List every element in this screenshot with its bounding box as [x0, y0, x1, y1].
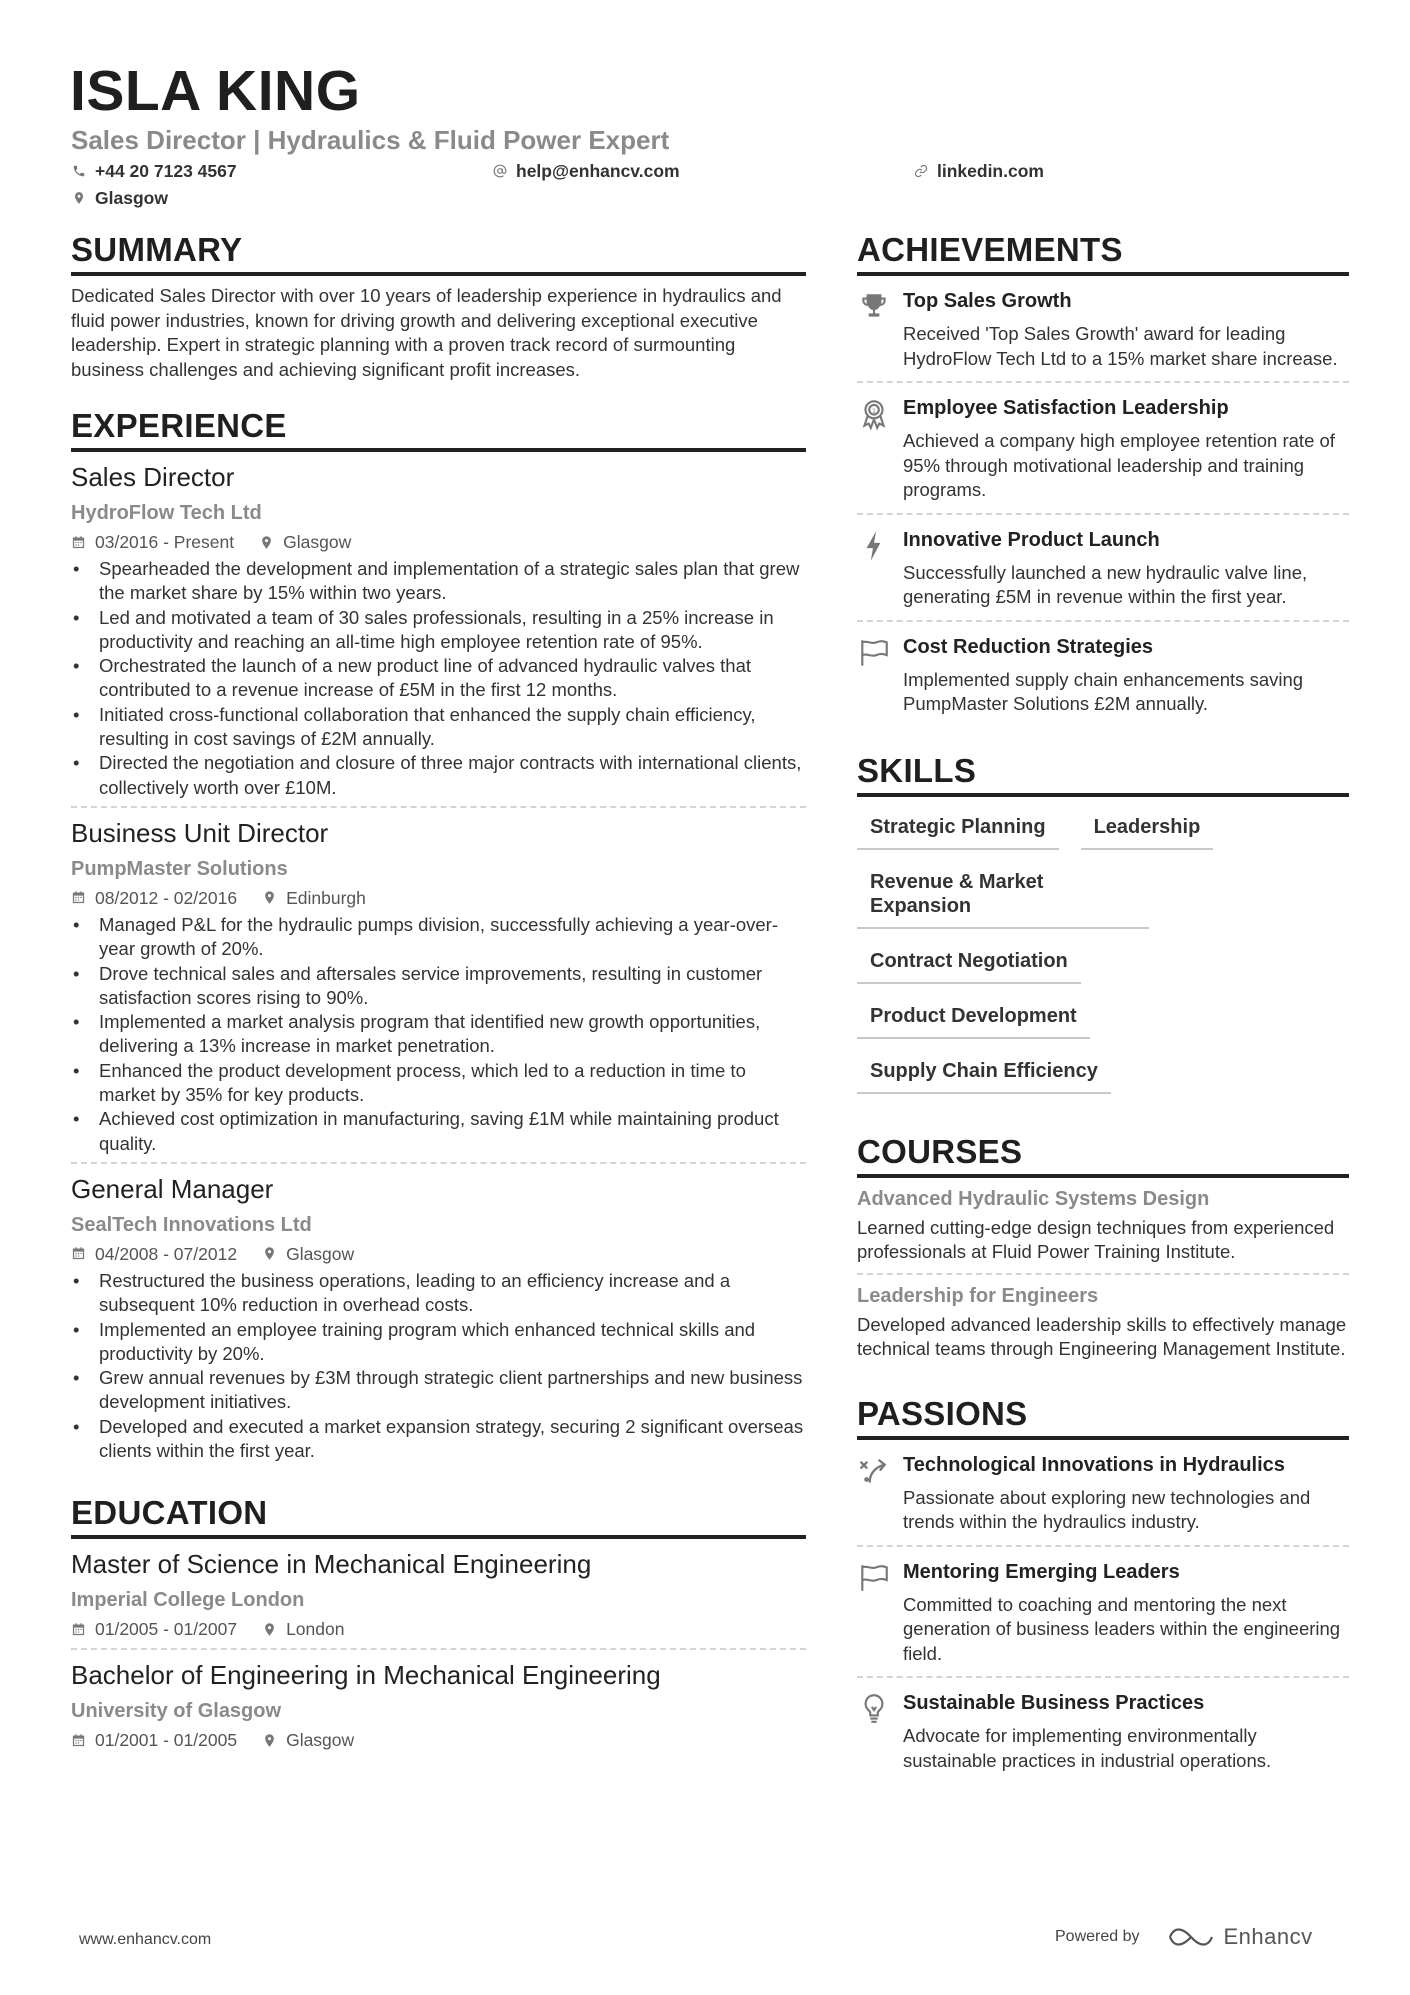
flag-icon	[857, 1561, 891, 1595]
education-item	[71, 1650, 806, 1759]
link-icon	[914, 164, 928, 178]
left-column	[71, 230, 806, 1783]
achievement-body	[903, 288, 1349, 371]
bullet-item: • Directed the negotiation and closure of three major contracts with international clients, collectively worth over £10M.	[71, 751, 806, 800]
education-section	[71, 1493, 806, 1759]
passion-item	[857, 1440, 1349, 1547]
contact-location	[72, 187, 168, 209]
degree-title: Bachelor of Engineering in Mechanical Engineering	[71, 1660, 661, 1691]
education-item	[71, 1539, 806, 1650]
footer-powered	[1055, 1924, 1313, 1950]
achievement-icon-wrap	[857, 288, 903, 371]
phone-text: +44 20 7123 4567	[95, 161, 237, 181]
job-location-text: Edinburgh	[286, 887, 366, 908]
bullet-item: • Spearheaded the development and implementation of a strategic sales plan that grew the market share by 15% within two years.	[71, 557, 806, 606]
job-location-text: Glasgow	[283, 532, 352, 552]
achievement-item	[857, 276, 1349, 383]
job-dates: 03/2016 - Present	[95, 532, 235, 552]
email-text[interactable]: help@enhancv.com	[516, 161, 680, 181]
brand-name: Enhancv	[1223, 1924, 1313, 1949]
achievement-title: Top Sales Growth	[903, 290, 1072, 312]
skill-tag: Leadership	[1081, 809, 1214, 850]
education-meta	[71, 1618, 806, 1640]
skill-tag: Contract Negotiation	[857, 943, 1081, 984]
courses-section	[857, 1132, 1349, 1370]
skills-section	[857, 751, 1349, 1108]
job-title: General Manager	[71, 1173, 274, 1204]
skill-tag: Strategic Planning	[857, 809, 1059, 850]
passions-section	[857, 1394, 1349, 1784]
skills-list	[857, 797, 1349, 1108]
summary-heading: SUMMARY	[71, 230, 806, 276]
school-name: University of Glasgow	[71, 1700, 282, 1723]
achievement-icon-wrap	[857, 527, 903, 610]
calendar-icon	[71, 1733, 86, 1748]
enhancv-logo-icon	[1168, 1925, 1214, 1949]
job-company: HydroFlow Tech Ltd	[71, 502, 262, 524]
bullet-item: • Orchestrated the launch of a new product line of advanced hydraulic valves that contributed to a revenue increase of £5M in the first 12 months.	[71, 654, 806, 703]
achievement-icon-wrap	[857, 395, 903, 503]
passion-icon-wrap	[857, 1690, 903, 1773]
achievement-icon-wrap	[857, 634, 903, 717]
job-title: Business Unit Director	[71, 817, 329, 848]
job-bullets	[71, 1269, 806, 1463]
courses-heading: COURSES	[857, 1132, 1349, 1178]
job-location	[259, 531, 351, 553]
job-meta	[71, 887, 806, 909]
education-location-text: Glasgow	[286, 1730, 355, 1751]
flag-icon	[857, 636, 891, 670]
achievement-item	[857, 515, 1349, 622]
powered-by-text: Powered by	[1055, 1928, 1140, 1945]
skill-tag: Revenue & Market Expansion	[857, 864, 1149, 929]
job-location	[262, 887, 366, 909]
job-meta	[71, 1243, 806, 1265]
lightbulb-icon	[857, 1692, 891, 1726]
job-title: Sales Director	[71, 462, 235, 492]
summary-text: Dedicated Sales Director with over 10 years of leadership experience in hydraulics and fluid power industries, known for driving growth and delivering exceptional executive leadership. Expert in strategic planning with a proven track record of surmounting business challenges and achieving significant profit increases.	[71, 285, 782, 380]
experience-heading: EXPERIENCE	[71, 406, 806, 452]
course-desc: Learned cutting-edge design techniques from experienced professionals at Fluid Power Training Institute.	[857, 1216, 1335, 1262]
achievement-desc: Implemented supply chain enhancements saving PumpMaster Solutions £2M annually.	[903, 668, 1304, 714]
passion-body	[903, 1690, 1349, 1773]
skill-tag: Product Development	[857, 998, 1090, 1039]
skill-tag: Supply Chain Efficiency	[857, 1053, 1111, 1094]
course-item	[857, 1275, 1349, 1370]
achievements-section	[857, 230, 1349, 727]
achievement-item	[857, 622, 1349, 727]
skills-heading: SKILLS	[857, 751, 1349, 797]
brand-logo[interactable]	[1168, 1924, 1313, 1950]
bullet-item: • Grew annual revenues by £3M through strategic client partnerships and new business development initiatives.	[71, 1366, 806, 1415]
candidate-role: Sales Director | Hydraulics & Fluid Power Expert	[71, 125, 670, 155]
passion-icon-wrap	[857, 1559, 903, 1667]
bullet-item: • Drove technical sales and aftersales service improvements, resulting in customer satisfaction scores rising to 90%.	[71, 962, 806, 1011]
location-pin-icon	[262, 890, 277, 905]
bullet-item: • Achieved cost optimization in manufacturing, saving £1M while maintaining product quality.	[71, 1107, 806, 1156]
achievement-desc: Received 'Top Sales Growth' award for leading HydroFlow Tech Ltd to a 15% market share increase.	[903, 323, 1338, 369]
calendar-icon	[71, 535, 86, 550]
bullet-item: • Enhanced the product development process, which led to a reduction in time to market by 35% for key products.	[71, 1059, 806, 1108]
course-item	[857, 1178, 1349, 1275]
at-icon	[493, 164, 507, 178]
passion-desc: Committed to coaching and mentoring the next generation of business leaders within the engineering field.	[903, 1593, 1341, 1664]
passion-desc: Passionate about exploring new technologies and trends within the hydraulics industry.	[903, 1486, 1311, 1532]
award-ribbon-icon	[857, 397, 891, 431]
summary-section	[71, 230, 806, 382]
location-pin-icon	[262, 1733, 277, 1748]
job-dates: 08/2012 - 02/2016	[95, 887, 238, 908]
contact-phone	[72, 160, 237, 182]
phone-icon	[72, 164, 86, 178]
bullet-item: • Implemented a market analysis program that identified new growth opportunities, delivering a 13% increase in market penetration.	[71, 1010, 806, 1059]
course-desc: Developed advanced leadership skills to effectively manage technical teams through Engineering Management Institute.	[857, 1313, 1347, 1359]
achievement-body	[903, 634, 1349, 717]
right-column	[857, 230, 1349, 1807]
strategy-icon	[857, 1454, 891, 1488]
contact-linkedin[interactable]	[914, 160, 1044, 182]
achievement-title: Employee Satisfaction Leadership	[903, 397, 1229, 419]
job-location	[262, 1243, 354, 1265]
job-location-text: Glasgow	[286, 1243, 355, 1264]
achievement-desc: Successfully launched a new hydraulic valve line, generating £5M in revenue within the first year.	[903, 561, 1308, 607]
achievements-heading: ACHIEVEMENTS	[857, 230, 1349, 276]
job-company: SealTech Innovations Ltd	[71, 1213, 312, 1236]
footer-website[interactable]: www.enhancv.com	[79, 1931, 212, 1948]
education-meta	[71, 1729, 806, 1751]
passion-icon-wrap	[857, 1452, 903, 1535]
passion-desc: Advocate for implementing environmentally sustainable practices in industrial operations.	[903, 1725, 1272, 1771]
location-pin-icon	[72, 191, 86, 205]
calendar-icon	[71, 1246, 86, 1261]
job-bullets	[71, 913, 806, 1156]
school-name: Imperial College London	[71, 1589, 305, 1612]
passion-title: Technological Innovations in Hydraulics	[903, 1453, 1285, 1476]
experience-item	[71, 452, 806, 808]
achievement-title: Innovative Product Launch	[903, 528, 1160, 551]
course-title: Leadership for Engineers	[857, 1284, 1099, 1307]
location-pin-icon	[262, 1246, 277, 1261]
achievement-body	[903, 395, 1349, 503]
passions-heading: PASSIONS	[857, 1394, 1349, 1440]
achievement-item	[857, 383, 1349, 515]
degree-title: Master of Science in Mechanical Engineering	[71, 1549, 592, 1580]
education-location	[262, 1618, 344, 1640]
calendar-icon	[71, 890, 86, 905]
passion-title: Sustainable Business Practices	[903, 1692, 1205, 1714]
experience-item	[71, 1164, 806, 1469]
trophy-icon	[857, 290, 891, 324]
education-dates: 01/2001 - 01/2005	[95, 1730, 238, 1751]
achievement-desc: Achieved a company high employee retention rate of 95% through motivational leadership and training programs.	[903, 430, 1335, 500]
job-bullets	[71, 557, 806, 800]
bullet-item: • Developed and executed a market expansion strategy, securing 2 significant overseas clients within the first year.	[71, 1415, 806, 1464]
achievement-body	[903, 527, 1349, 610]
passion-body	[903, 1452, 1349, 1535]
lightning-icon	[857, 529, 891, 563]
linkedin-text[interactable]: linkedin.com	[937, 161, 1044, 181]
education-heading: EDUCATION	[71, 1493, 806, 1539]
location-pin-icon	[262, 1622, 277, 1637]
passion-title: Mentoring Emerging Leaders	[903, 1560, 1180, 1583]
experience-section	[71, 406, 806, 1469]
education-location-text: London	[286, 1619, 345, 1640]
job-meta	[71, 531, 806, 553]
bullet-item: • Restructured the business operations, leading to an efficiency increase and a subsequent 10% reduction in overhead costs.	[71, 1269, 806, 1318]
candidate-name: ISLA KING	[70, 59, 361, 123]
location-text: Glasgow	[95, 188, 168, 208]
education-location	[262, 1729, 354, 1751]
passion-body	[903, 1559, 1349, 1667]
location-pin-icon	[259, 535, 274, 550]
passion-item	[857, 1678, 1349, 1783]
svg-text:1: 1	[871, 406, 877, 415]
job-company: PumpMaster Solutions	[71, 857, 288, 880]
bullet-item: • Implemented an employee training program which enhanced technical skills and productivity by 20%.	[71, 1318, 806, 1367]
bullet-item: • Managed P&L for the hydraulic pumps division, successfully achieving a year-over-year growth of 20%.	[71, 913, 806, 962]
course-title: Advanced Hydraulic Systems Design	[857, 1187, 1210, 1210]
education-dates: 01/2005 - 01/2007	[95, 1619, 238, 1640]
passion-item	[857, 1547, 1349, 1679]
calendar-icon	[71, 1622, 86, 1637]
job-dates: 04/2008 - 07/2012	[95, 1243, 238, 1264]
bullet-item: • Initiated cross-functional collaboration that enhanced the supply chain efficiency, resulting in cost savings of £2M annually.	[71, 703, 806, 752]
contact-email[interactable]	[493, 160, 680, 182]
bullet-item: • Led and motivated a team of 30 sales professionals, resulting in a 25% increase in productivity and reaching an all-time high employee retention rate of 95%.	[71, 606, 806, 655]
achievement-title: Cost Reduction Strategies	[903, 635, 1154, 658]
experience-item	[71, 808, 806, 1164]
